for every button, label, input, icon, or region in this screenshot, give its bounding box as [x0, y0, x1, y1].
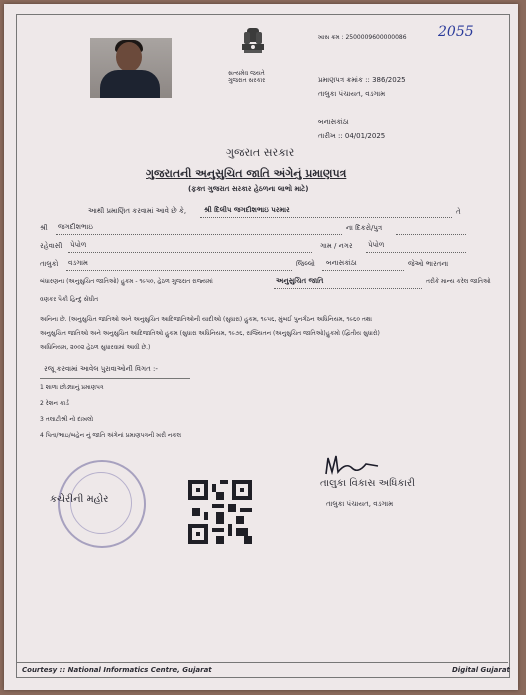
certificate-subtitle: (ફક્ત ગુજરાત સરકાર હેઠળના લાભો માટે) [188, 185, 309, 193]
applicant-photo [90, 38, 172, 98]
evidence-item: 3 તલાટીશ્રી નો દાખલો [40, 416, 94, 423]
emblem-caption-1: સત્યમેવ જયતે [228, 70, 265, 77]
residence-value: પેપોળ [70, 241, 87, 249]
courtesy-text: Courtesy :: National Informatics Centre, Gujarat [22, 666, 212, 674]
signatory-office: તાલુકા પંચાયત, વડગામ [326, 500, 394, 508]
father-name: જગદીશભાઇ [58, 223, 93, 231]
village-value: પેપોળ [368, 241, 385, 249]
residence-label: રહેવાસી [40, 242, 63, 250]
handwritten-number: 2055 [438, 24, 474, 40]
caste-value: વણકર [40, 296, 57, 303]
category-value: અનુસુચિત જાતિ [276, 277, 324, 285]
legal-para-line-2: અનુસુચિત જાતિઓ અને અનુસુચિત આદિજાતિઓ હુકમ (સુધારા અધિનિયમ, ૧૯૭૬, રાજ્યિતન (અનુસુચિત જાતિઓ)હુકમો (દ્વિતીય સુધારો) [40, 330, 380, 337]
legal-para-line-3: અધિનિયમ, ૨૦૦૨ હેઠળ સુધારવામાં આવી છે.) [40, 344, 151, 351]
digital-gujarat-label: Digital Gujarat [452, 666, 510, 674]
evidence-item: 4 પિતા/ભાઇ/બહેન નું જાતિ અંગેનાં પ્રમાણપત્રની ખરી નકલ [40, 432, 182, 439]
emblem-caption-2: ગુજરાત સરકાર [228, 77, 266, 84]
state-emblem [236, 26, 270, 70]
evidence-heading: રજૂ કરવામાં આવેલ પુરાવાઓની વિગત :- [44, 365, 158, 373]
issue-date: તારીખ :: 04/01/2025 [318, 132, 386, 140]
form-number: ખાસ ક્રમ : 2500009600000086 [318, 34, 407, 41]
certificate-page [4, 4, 518, 690]
shri-label: શ્રી [40, 224, 48, 232]
order-text: બંધારણના (અનુસુચિત જાતિઓ) હુકમ - ૧૯૫૦, હેઠળ ગુજરાત રાજ્યમાં [40, 278, 213, 285]
issuing-office: તાલુકા પંચાયત, વડગામ [318, 90, 386, 98]
district-label: જિલ્લો [296, 260, 315, 268]
evidence-item: 1 શાળા છોડ્યાનું પ્રમાણપત્ર [40, 384, 104, 391]
village-label: ગામ / નગર [320, 242, 353, 250]
taluka-value: વડગામ [68, 259, 88, 267]
applicant-name: શ્રી દિલીપ જગદીશભાઇ પરમાર [204, 206, 290, 214]
certificate-number: પ્રમાણપત્ર ક્રમાંક :: 386/2025 [318, 76, 406, 84]
qr-code [188, 480, 252, 544]
certificate-title: ગુજરાતની અનુસુચિત જાતિ અંગેનું પ્રમાણપત્ર [146, 167, 347, 180]
legal-para-line-1: અનિના છે. (અનુસુચિત જાતિઓ અને અનુસુચિત આદિજાતિઓની યાદીઓ (સુધારા) હુકમ, ૧૯૫૬, મુંબઈ પુનર્ગઠન અધિનિયમ, ૧૯૬૦ તથા [40, 316, 372, 323]
govt-heading: ગુજરાત સરકાર [226, 146, 295, 159]
seal-label: કચેરીની મહોર [50, 494, 109, 505]
recognized-text: તરીકે માન્ય કરેલ જાતિઓ [426, 278, 491, 285]
district-header: બનાસકાંઠા [318, 118, 349, 126]
relation-label: ના દિકરો/પુત્ર [346, 224, 383, 232]
name-suffix: તે [456, 208, 461, 216]
intro-text: આથી પ્રમાણિત કરવામાં આવે છે કે, [88, 207, 187, 215]
district-value: બનાસકાંઠા [326, 259, 357, 267]
evidence-item: 2 રેશન કાર્ડ [40, 400, 69, 407]
taluka-label: તાલુકો [40, 260, 59, 268]
signatory-title: તાલુકા વિકાસ અધિકારી [320, 478, 415, 489]
caste-suffix: પૈકી હિન્દુ સેંઘીત [58, 296, 99, 303]
state-label: જેઓ ભારતના [408, 260, 449, 268]
